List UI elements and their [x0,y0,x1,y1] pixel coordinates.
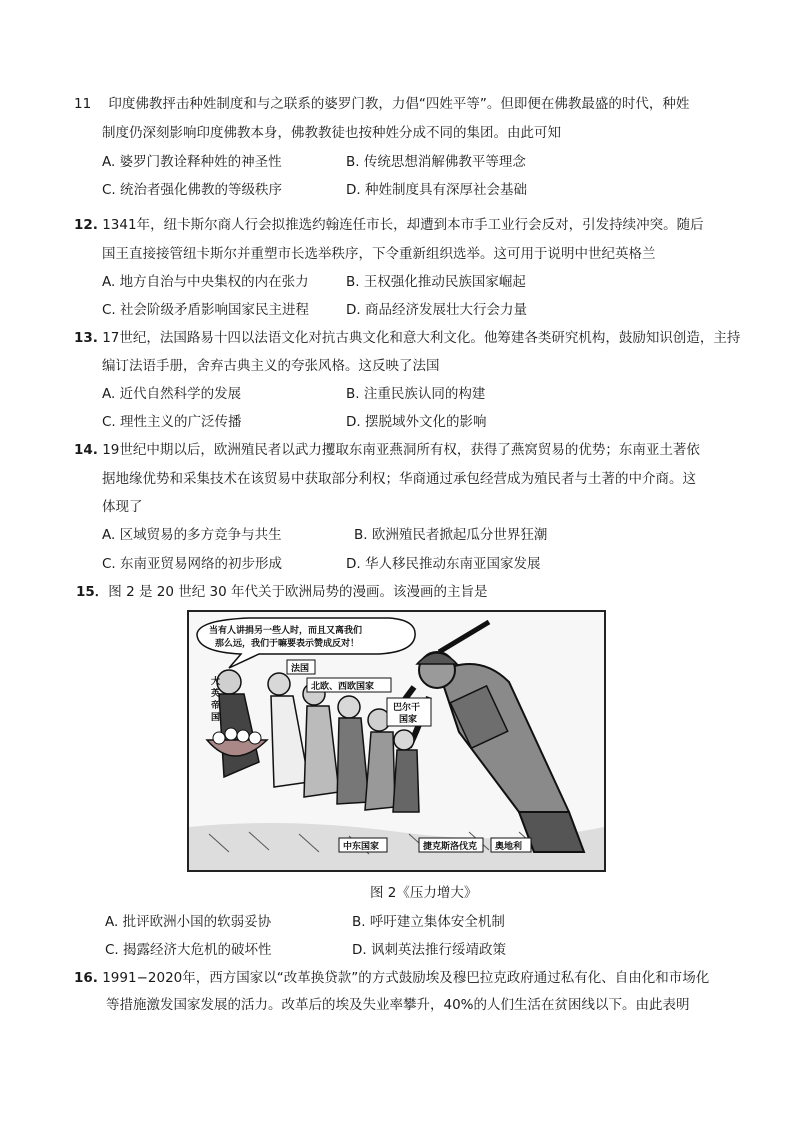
q13-option-b[interactable]: B. 注重民族认同的构建 [346,386,486,402]
q16-number: 16. [74,970,98,986]
q11-number: 11 [74,96,92,112]
label-balkan-1: 巴尔干 [393,703,421,713]
cartoon-figure [187,610,606,872]
q13-line-1 [74,329,740,347]
label-balkan-2: 国家 [399,715,418,725]
q13-stem-1: 17世纪，法国路易十四以法语文化对抗古典文化和意大利文化。他筹建各类研究机构，鼓励知识创造，主持 [102,330,741,346]
q16-stem-1: 1991−2020年，西方国家以“改革换贷款”的方式鼓励埃及穆巴拉克政府通过私有化、自由化和市场化 [102,970,710,986]
cartoon-illustration [189,612,604,870]
q11-option-a[interactable]: A. 婆罗门教诠释种姓的神圣性 [102,154,282,170]
giant-soldier [389,622,584,852]
q14-stem-1: 19世纪中期以后，欧洲殖民者以武力攫取东南亚燕洞所有权，获得了燕窝贸易的优势；东南亚土著依 [102,442,700,458]
q14-stem-2: 据地缘优势和采集技术在该贸易中获取部分利权；华商通过承包经营成为殖民者与土著的中介商。这 [102,471,696,487]
svg-text:英: 英 [211,689,221,699]
q15-option-a[interactable]: A. 批评欧洲小国的软弱妥协 [105,914,272,930]
svg-text:国: 国 [211,713,221,723]
q11-stem-1: 印度佛教抨击种姓制度和与之联系的婆罗门教，力倡“四姓平等”。但即便在佛教最盛的时代，种姓 [108,96,690,112]
label-france: 法国 [291,664,310,674]
q12-stem-1: 1341年，纽卡斯尔商人行会拟推选约翰连任市长，却遭到本市手工业行会反对，引发持续冲突。随后 [102,217,704,233]
label-middle-east: 中东国家 [343,842,380,852]
svg-text:大: 大 [211,677,221,687]
q16-line-1 [74,969,709,987]
q14-option-d[interactable]: D. 华人移民推动东南亚国家发展 [346,556,541,572]
svg-text:帝: 帝 [211,701,221,711]
q15-line-1 [76,583,488,601]
egg-basket [207,728,267,756]
q11-stem-2: 制度仍深刻影响印度佛教本身，佛教教徒也按种姓分成不同的集团。由此可知 [102,125,561,141]
q12-option-b[interactable]: B. 王权强化推动民族国家崛起 [346,274,526,290]
label-britain [210,675,220,723]
figure-caption: 图 2《压力增大》 [370,885,478,901]
q11-option-b[interactable]: B. 传统思想消解佛教平等理念 [346,154,526,170]
q12-line-1 [74,216,704,234]
q12-number: 12. [74,217,98,233]
q13-option-d[interactable]: D. 摆脱域外文化的影响 [346,414,487,430]
q14-line-1 [74,441,700,459]
q14-option-c[interactable]: C. 东南亚贸易网络的初步形成 [102,556,283,572]
q13-option-a[interactable]: A. 近代自然科学的发展 [102,386,242,402]
q16-stem-2: 等措施激发国家发展的活力。改革后的埃及失业率攀升，40%的人们生活在贫困线以下。由此表明 [106,997,690,1013]
q15-option-d[interactable]: D. 讽刺英法推行绥靖政策 [352,942,506,958]
q13-number: 13. [74,330,98,346]
q12-option-d[interactable]: D. 商品经济发展壮大行会力量 [346,302,527,318]
q14-option-b[interactable]: B. 欧洲殖民者掀起瓜分世界狂潮 [354,527,548,543]
q14-stem-3: 体现了 [102,499,143,515]
label-czechoslovakia: 捷克斯洛伐克 [423,842,478,852]
q12-option-c[interactable]: C. 社会阶级矛盾影响国家民主进程 [102,302,310,318]
q11-option-d[interactable]: D. 种姓制度具有深厚社会基础 [346,182,527,198]
q14-option-a[interactable]: A. 区域贸易的多方竞争与共生 [102,527,282,543]
q11-line-1 [74,95,689,113]
label-austria: 奥地利 [495,842,523,852]
q15-stem-1: 图 2 是 20 世纪 30 年代关于欧洲局势的漫画。该漫画的主旨是 [108,584,488,600]
q11-option-c[interactable]: C. 统治者强化佛教的等级秩序 [102,182,283,198]
q12-stem-2: 国王直接接管纽卡斯尔并重塑市长选举秩序，下令重新组织选举。这可用于说明中世纪英格兰 [102,246,656,262]
q14-number: 14. [74,442,98,458]
q15-option-b[interactable]: B. 呼吁建立集体安全机制 [352,914,505,930]
q13-option-c[interactable]: C. 理性主义的广泛传播 [102,414,242,430]
q15-option-c[interactable]: C. 揭露经济大危机的破坏性 [105,942,272,958]
q15-number: 15． [76,584,109,600]
q12-option-a[interactable]: A. 地方自治与中央集权的内在张力 [102,274,309,290]
speech-line-2: 那么远，我们于嘛要表示赞成反对！ [215,639,360,649]
q13-stem-2: 编订法语手册，舍弃古典主义的夸张风格。这反映了法国 [102,358,440,374]
label-north-west-europe: 北欧、西欧国家 [311,682,375,692]
speech-line-1: 当有人讲捐另一些人时，而且又离我们 [209,626,363,636]
